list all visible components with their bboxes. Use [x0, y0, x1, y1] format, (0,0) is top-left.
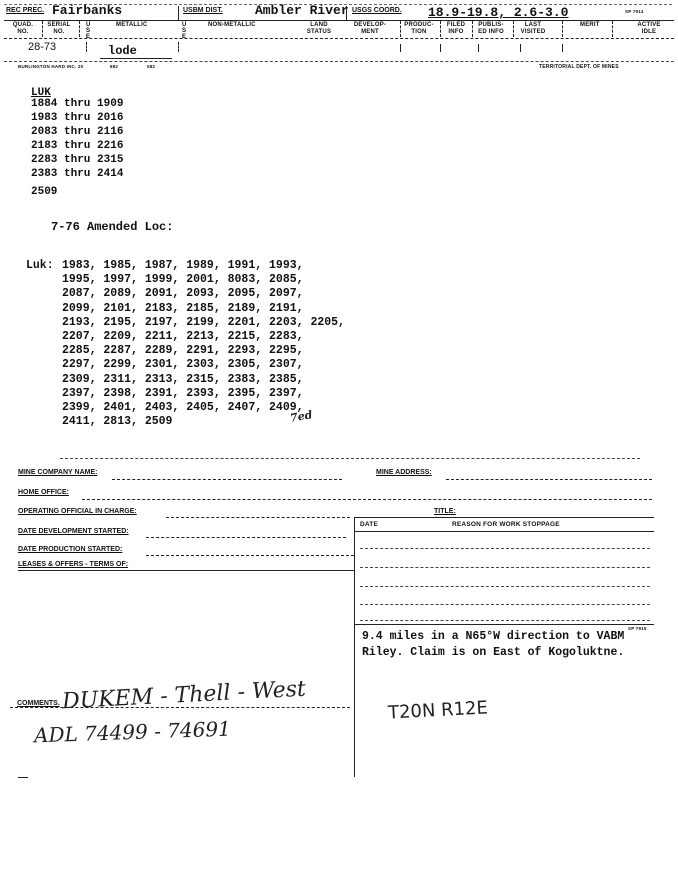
usgs-coord-value: 18.9-19.8, 2.6-3.0	[428, 5, 569, 20]
comments-handwritten-line2: ADL 74499 - 74691	[33, 716, 232, 748]
amended-row: 1983, 1985, 1987, 1989, 1991, 1993,	[62, 259, 304, 272]
luk-range: 1884 thru 1909	[31, 98, 124, 110]
printer-code: 882	[110, 64, 119, 69]
leases-offers-label: LEASES & OFFERS - TERMS OF:	[18, 561, 129, 568]
amended-row: 2285, 2287, 2289, 2291, 2293, 2295,	[62, 344, 304, 358]
amended-row: 2397, 2398, 2391, 2393, 2395, 2397,	[62, 386, 304, 400]
col-development: DEVELOP-MENT	[353, 22, 387, 35]
usbm-dist-value: Ambler River	[255, 3, 349, 18]
mine-company-label: MINE COMPANY NAME:	[18, 469, 98, 476]
form-number: SP 7914	[625, 9, 644, 14]
col-metallic-letters: U S E	[86, 22, 91, 40]
amended-row: 2087, 2089, 2091, 2093, 2095, 2097,	[62, 287, 304, 301]
luk-range: 2183 thru 2216	[31, 140, 124, 152]
col-filed-info: FILED INFO	[446, 22, 466, 35]
col-serial: SERIAL NO.	[47, 22, 71, 35]
col-production: PRODUC-TION	[404, 22, 434, 35]
amended-row: 2309, 2311, 2313, 2315, 2383, 2385,	[62, 372, 304, 386]
col-metallic: METALLIC	[116, 22, 148, 28]
rec-prec-value: Fairbanks	[52, 3, 123, 18]
date-development-label: DATE DEVELOPMENT STARTED:	[18, 528, 129, 535]
luk-range: 1983 thru 2016	[31, 112, 124, 124]
comments-handwritten-line1: DUKEM - Thell - West	[61, 676, 307, 715]
luk-range: 2383 thru 2414	[31, 168, 124, 180]
home-office-label: HOME OFFICE:	[18, 489, 69, 496]
printer-code-2: 582	[147, 64, 156, 69]
printer-imprint: BURLINGTON HARD INC. 20	[18, 64, 84, 69]
amended-row: 2099, 2101, 2183, 2185, 2189, 2191,	[62, 301, 304, 315]
form-number-2: SP 7915	[628, 626, 647, 631]
col-quad: QUAD. NO.	[12, 22, 34, 35]
col-active-idle: ACTIVE IDLE	[637, 22, 661, 35]
col-nonmetallic: NON-METALLIC	[208, 22, 256, 28]
date-column-header: DATE	[360, 521, 379, 528]
mine-address-label: MINE ADDRESS:	[376, 469, 432, 476]
amended-row: 2193, 2195, 2197, 2199, 2201, 2203, 2205,	[62, 315, 345, 329]
col-merit: MERIT	[580, 22, 600, 28]
usbm-dist-label: USBM DIST.	[183, 7, 223, 14]
dept-imprint: TERRITORIAL DEPT. OF MINES	[539, 64, 619, 70]
amended-list	[62, 259, 345, 429]
amended-row: 2411, 2813, 2509	[62, 415, 173, 429]
amended-row: 2399, 2401, 2403, 2405, 2407, 2409,	[62, 401, 304, 415]
col-last-visited: LAST VISITED	[520, 22, 546, 35]
luk-range: 2083 thru 2116	[31, 126, 124, 138]
col-nonmetallic-letters: U S E	[182, 22, 187, 40]
comments-label: COMMENTS.	[17, 700, 60, 707]
initials-mark: 7ed	[289, 408, 314, 425]
col-land-status: LAND STATUS	[306, 22, 332, 35]
location-note: 9.4 miles in a N65°W direction to VABM Riley. Claim is on East of Kogoluktne.	[362, 630, 625, 659]
usgs-coord-label: USGS COORD.	[352, 7, 402, 14]
title-label: TITLE:	[434, 508, 456, 515]
amended-row: 2207, 2209, 2211, 2213, 2215, 2283,	[62, 330, 304, 344]
date-production-label: DATE PRODUCTION STARTED:	[18, 546, 123, 553]
luk-ranges	[31, 97, 123, 199]
col-published-info: PUBLIS-ED INFO	[478, 22, 504, 35]
luk-range: 2509	[31, 186, 58, 198]
operating-official-label: OPERATING OFFICIAL IN CHARGE:	[18, 508, 137, 515]
luk-heading: LUK	[31, 87, 51, 99]
luk-range: 2283 thru 2315	[31, 154, 124, 166]
quad-number: 28-73	[28, 41, 57, 53]
amended-label: Luk:	[26, 259, 54, 272]
amended-row: 1995, 1997, 1999, 2001, 8083, 2085,	[62, 273, 304, 287]
reason-column-header: REASON FOR WORK STOPPAGE	[452, 521, 560, 528]
township-range-note: T20N R12E	[387, 697, 489, 724]
rec-prec-label: REC PREC.	[6, 7, 45, 14]
amended-row: 2297, 2299, 2301, 2303, 2305, 2307,	[62, 358, 304, 372]
serial-value: lode	[108, 44, 137, 58]
amended-heading: 7-76 Amended Loc:	[51, 220, 174, 234]
